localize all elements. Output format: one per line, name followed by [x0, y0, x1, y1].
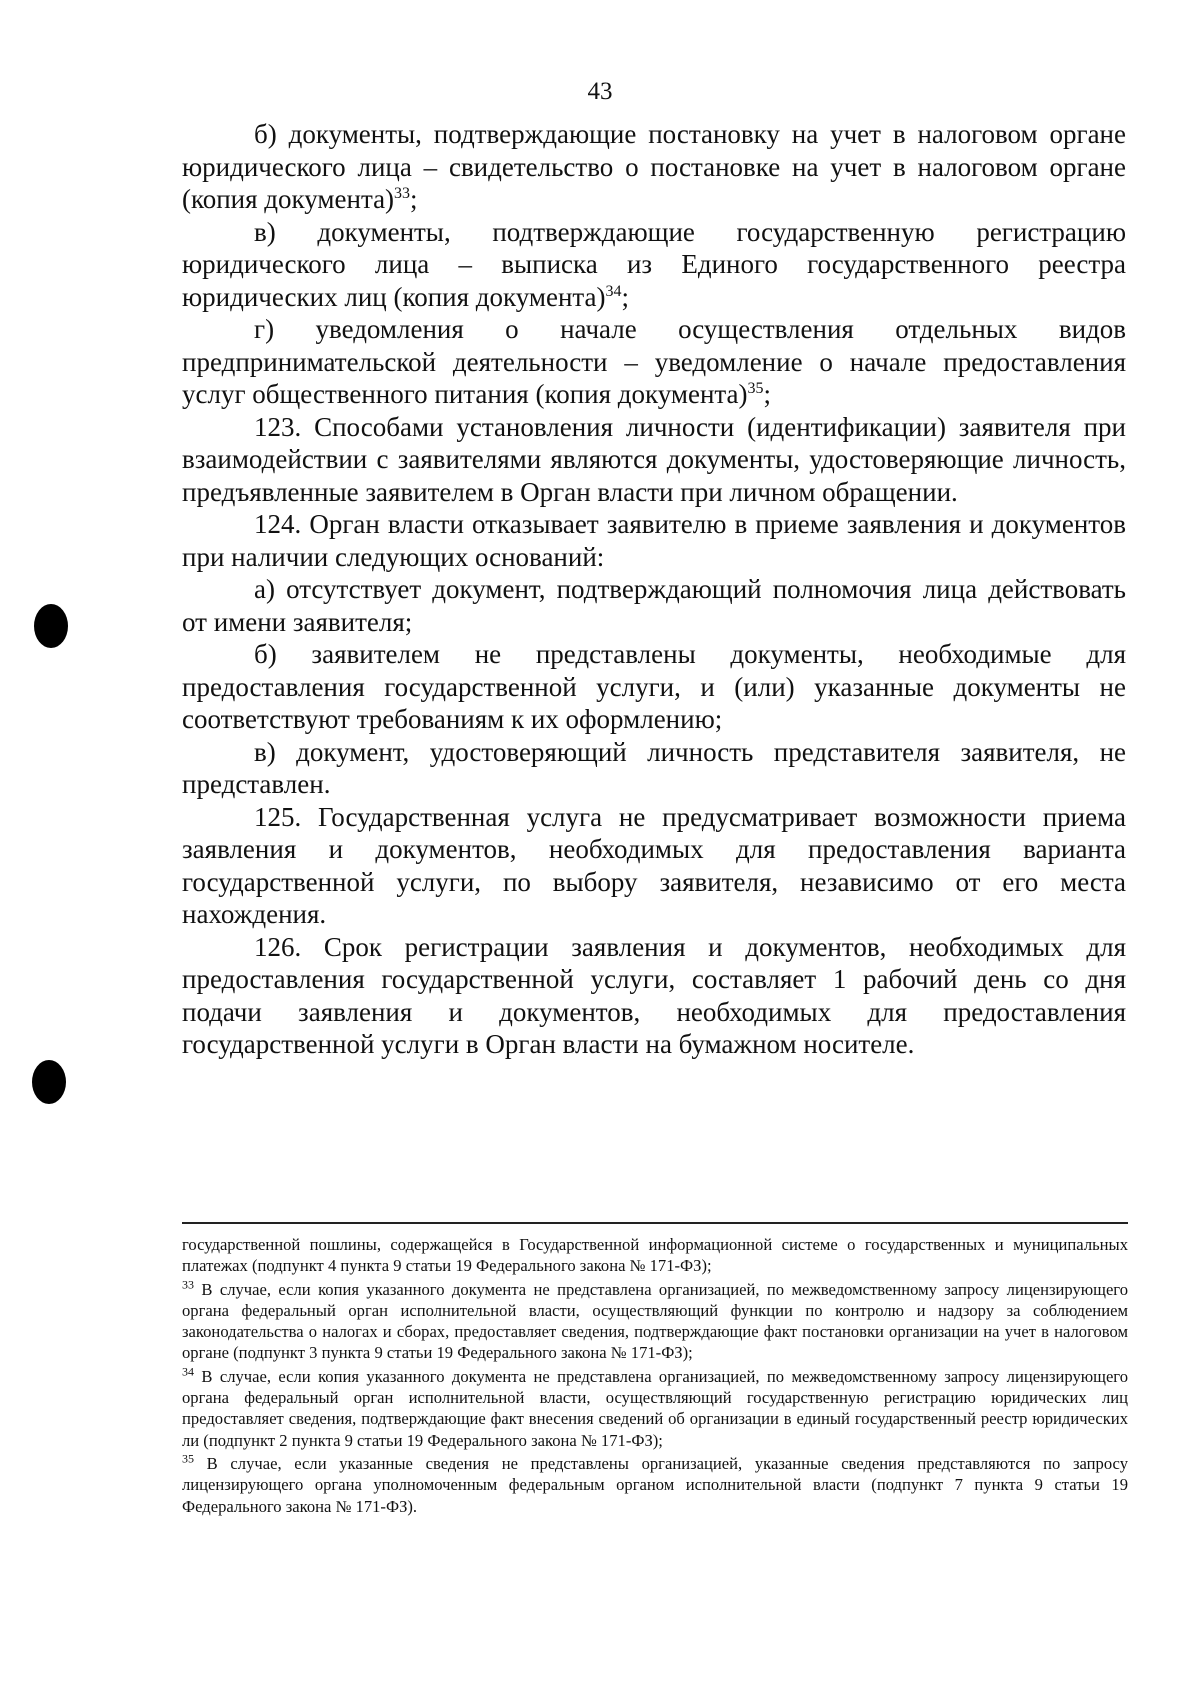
- paragraph-tail: ;: [621, 281, 630, 312]
- paragraph-124: 124. Орган власти отказывает заявителю в приеме заявления и документов при наличии следующих оснований:: [182, 509, 1126, 572]
- footnote-continuation: [182, 1234, 1128, 1277]
- paragraph-123: 123. Способами установления личности (идентификации) заявителя при взаимодействии с заявителями являются документы, удостоверяющие личность, предъявленные заявителем в Орган власти при личном обращении.: [182, 411, 1126, 507]
- footnote-ref: 35: [747, 380, 764, 397]
- paragraph-v: [182, 216, 1126, 314]
- footnote-33: [182, 1279, 1128, 1364]
- footnote-ref: 33: [394, 185, 411, 202]
- paragraph-tail: ;: [410, 184, 418, 214]
- paragraph-125: 125. Государственная услуга не предусматривает возможности приема заявления и документов, необходимых для предоставления варианта государственной услуги, по выбору заявителя, независимо от его места нахождения.: [182, 801, 1126, 929]
- paragraph-g: [182, 313, 1126, 411]
- footnote-mark: 34: [182, 1364, 194, 1379]
- paragraph-b: [182, 118, 1126, 216]
- footnote-text: В случае, если копия указанного документа не представлена организацией, по межведомственному запросу лицензирующего органа федеральный орган исполнительной власти, осуществляющий государственную регистрацию юридических лиц предоставляет сведения, подтверждающие факт внесения сведений об организации в единый государственный реестр юридических ли (подпункт 2 пункта 9 статьи 19 Федерального закона № 171-ФЗ);: [182, 1366, 1128, 1450]
- footnote-34: [182, 1366, 1128, 1451]
- paragraph-124-b: б) заявителем не представлены документы, необходимые для предоставления государственной услуги, и (или) указанные документы не соответствуют требованиям к их оформлению;: [182, 639, 1126, 734]
- footnote-mark: 35: [182, 1451, 194, 1466]
- paragraph-text: г) уведомления о начале осуществления отдельных видов предпринимательской деятельности – уведомление о начале предоставления услуг общественного питания (копия документа): [182, 314, 1126, 409]
- footnote-text: В случае, если копия указанного документа не представлена организацией, по межведомственному запросу лицензирующего органа федеральный орган исполнительной власти, осуществляющий функции по контролю и надзору за соблюдением законодательства о налогах и сборах, предоставляет сведения, подтверждающие факт постановки организации на учет в налоговом органе (подпункт 3 пункта 9 статьи 19 Федерального закона № 171-ФЗ);: [182, 1279, 1128, 1363]
- punch-hole: [34, 604, 68, 648]
- body-text: [182, 118, 1126, 1061]
- paragraph-124-a: а) отсутствует документ, подтверждающий полномочия лица действовать от имени заявителя;: [182, 574, 1126, 637]
- footnote-text: государственной пошлины, содержащейся в Государственной информационной системе о государственных и муниципальных платежах (подпункт 4 пункта 9 статьи 19 Федерального закона № 171-ФЗ);: [182, 1235, 1128, 1276]
- footnotes: [182, 1234, 1128, 1519]
- footnote-text: В случае, если указанные сведения не представлены организацией, указанные сведения представляются по запросу лицензирующего органа уполномоченным федеральным органом исполнительной власти (подпункт 7 пункта 9 статьи 19 Федерального закона № 171-ФЗ).: [182, 1453, 1128, 1516]
- footnote-separator: [182, 1222, 1128, 1224]
- page-number: 43: [587, 78, 613, 105]
- paragraph-124-v: в) документ, удостоверяющий личность представителя заявителя, не представлен.: [182, 736, 1126, 799]
- paragraph-tail: ;: [763, 379, 772, 409]
- footnote-ref: 34: [605, 282, 622, 300]
- punch-hole: [32, 1060, 66, 1104]
- paragraph-text: в) документы, подтверждающие государственную регистрацию юридического лица – выписка из Единого государственного реестра юридических лиц (копия документа): [182, 216, 1126, 312]
- footnote-mark: 33: [182, 1277, 194, 1292]
- footnote-35: [182, 1453, 1128, 1517]
- paragraph-text: б) документы, подтверждающие постановку на учет в налоговом органе юридического лица – свидетельство о постановке на учет в налоговом органе (копия документа): [182, 119, 1126, 214]
- paragraph-126: 126. Срок регистрации заявления и документов, необходимых для предоставления государственной услуги, составляет 1 рабочий день со дня подачи заявления и документов, необходимых для предоставления государственной услуги в Орган власти на бумажном носителе.: [182, 931, 1126, 1059]
